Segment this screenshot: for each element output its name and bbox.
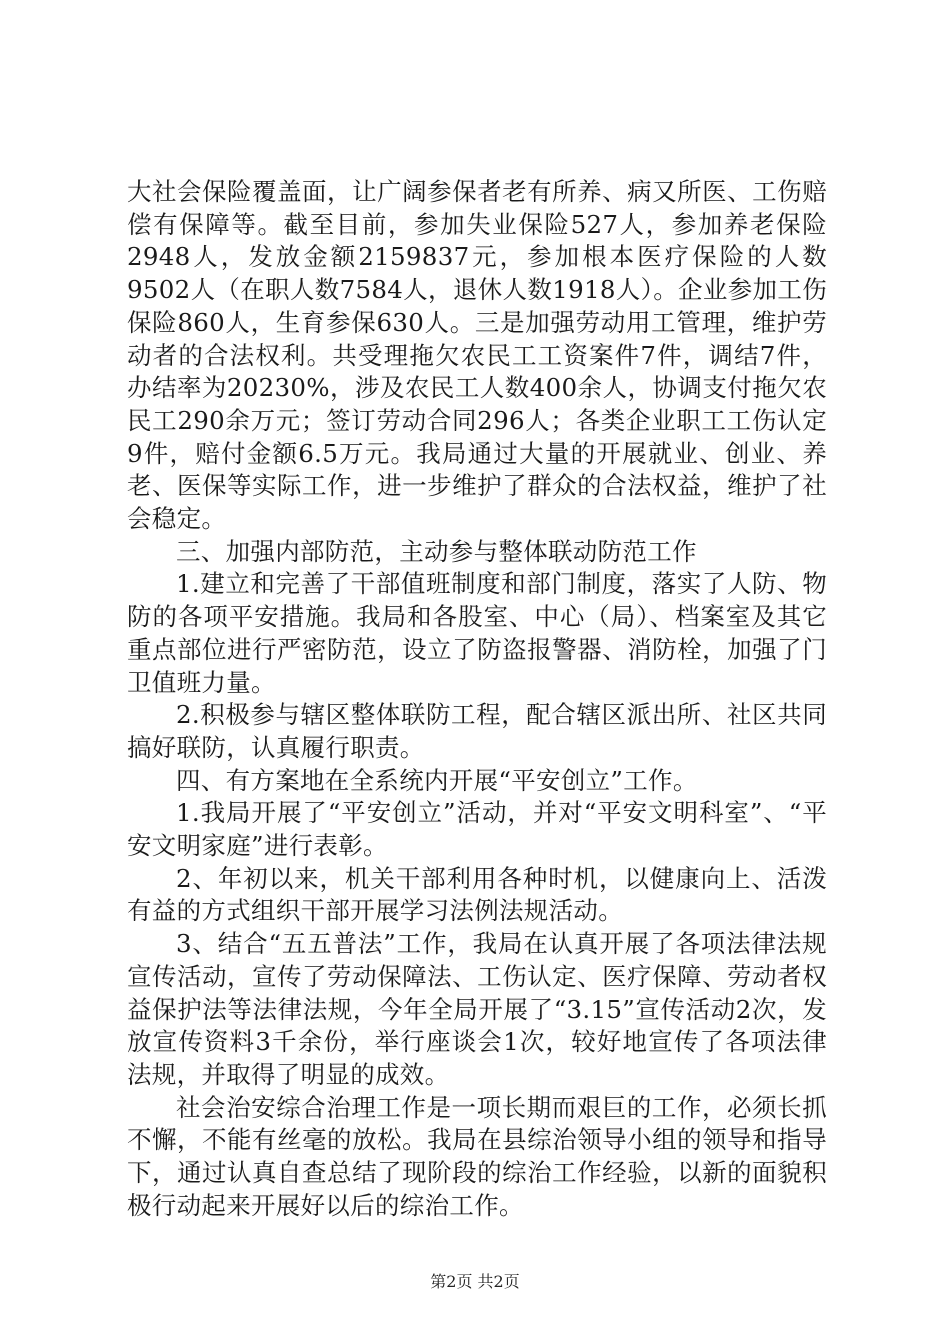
section-heading-4: 四、有方案地在全系统内开展“平安创立”工作。 bbox=[176, 765, 698, 795]
document-body bbox=[127, 176, 827, 1223]
paragraph-item-4-2: 2、年初以来，机关干部利用各种时机，以健康向上、活泼有益的方式组织干部开展学习法例法规活动。 bbox=[127, 863, 827, 926]
paragraph-item-4-3: 3、结合“五五普法”工作，我局在认真开展了各项法律法规宣传活动，宣传了劳动保障法、工伤认定、医疗保障、劳动者权益保护法等法律法规，今年全局开展了“3.15”宣传活动2次，发放宣传资料3千余份，举行座谈会1次，较好地宣传了各项法律法规，并取得了明显的成效。 bbox=[127, 929, 827, 1089]
paragraph-item-3-1: 1.建立和完善了干部值班制度和部门制度，落实了人防、物防的各项平安措施。我局和各股室、中心（局）、档案室及其它重点部位进行严密防范，设立了防盗报警器、消防栓，加强了门卫值班力量。 bbox=[127, 569, 827, 697]
section-heading-3: 三、加强内部防范，主动参与整体联动防范工作 bbox=[176, 536, 697, 566]
paragraph-conclusion: 社会治安综合治理工作是一项长期而艰巨的工作，必须长抓不懈，不能有丝毫的放松。我局在县综治领导小组的领导和指导下，通过认真自查总结了现阶段的综治工作经验，以新的面貌积极行动起来开展好以后的综治工作。 bbox=[127, 1092, 827, 1220]
page-footer: 第2页 共2页 bbox=[430, 1272, 520, 1291]
paragraph-social-insurance: 大社会保险覆盖面，让广阔参保者老有所养、病又所医、工伤赔偿有保障等。截至目前，参加失业保险527人，参加养老保险2948人，发放金额2159837元，参加根本医疗保险的人数9502人（在职人数7584人，退休人数1918人）。企业参加工伤保险860人，生育参保630人。三是加强劳动用工管理，维护劳动者的合法权利。共受理拖欠农民工工资案件7件，调结7件，办结率为20230%，涉及农民工人数400余人，协调支付拖欠农民工290余万元；签订劳动合同296人；各类企业职工工伤认定9件，赔付金额6.5万元。我局通过大量的开展就业、创业、养老、医保等实际工作，进一步维护了群众的合法权益，维护了社会稳定。 bbox=[127, 177, 827, 534]
paragraph-item-4-1: 1.我局开展了“平安创立”活动，并对“平安文明科室”、“平安文明家庭”进行表彰。 bbox=[127, 798, 827, 861]
paragraph-item-3-2: 2.积极参与辖区整体联防工程，配合辖区派出所、社区共同搞好联防，认真履行职责。 bbox=[127, 700, 827, 762]
